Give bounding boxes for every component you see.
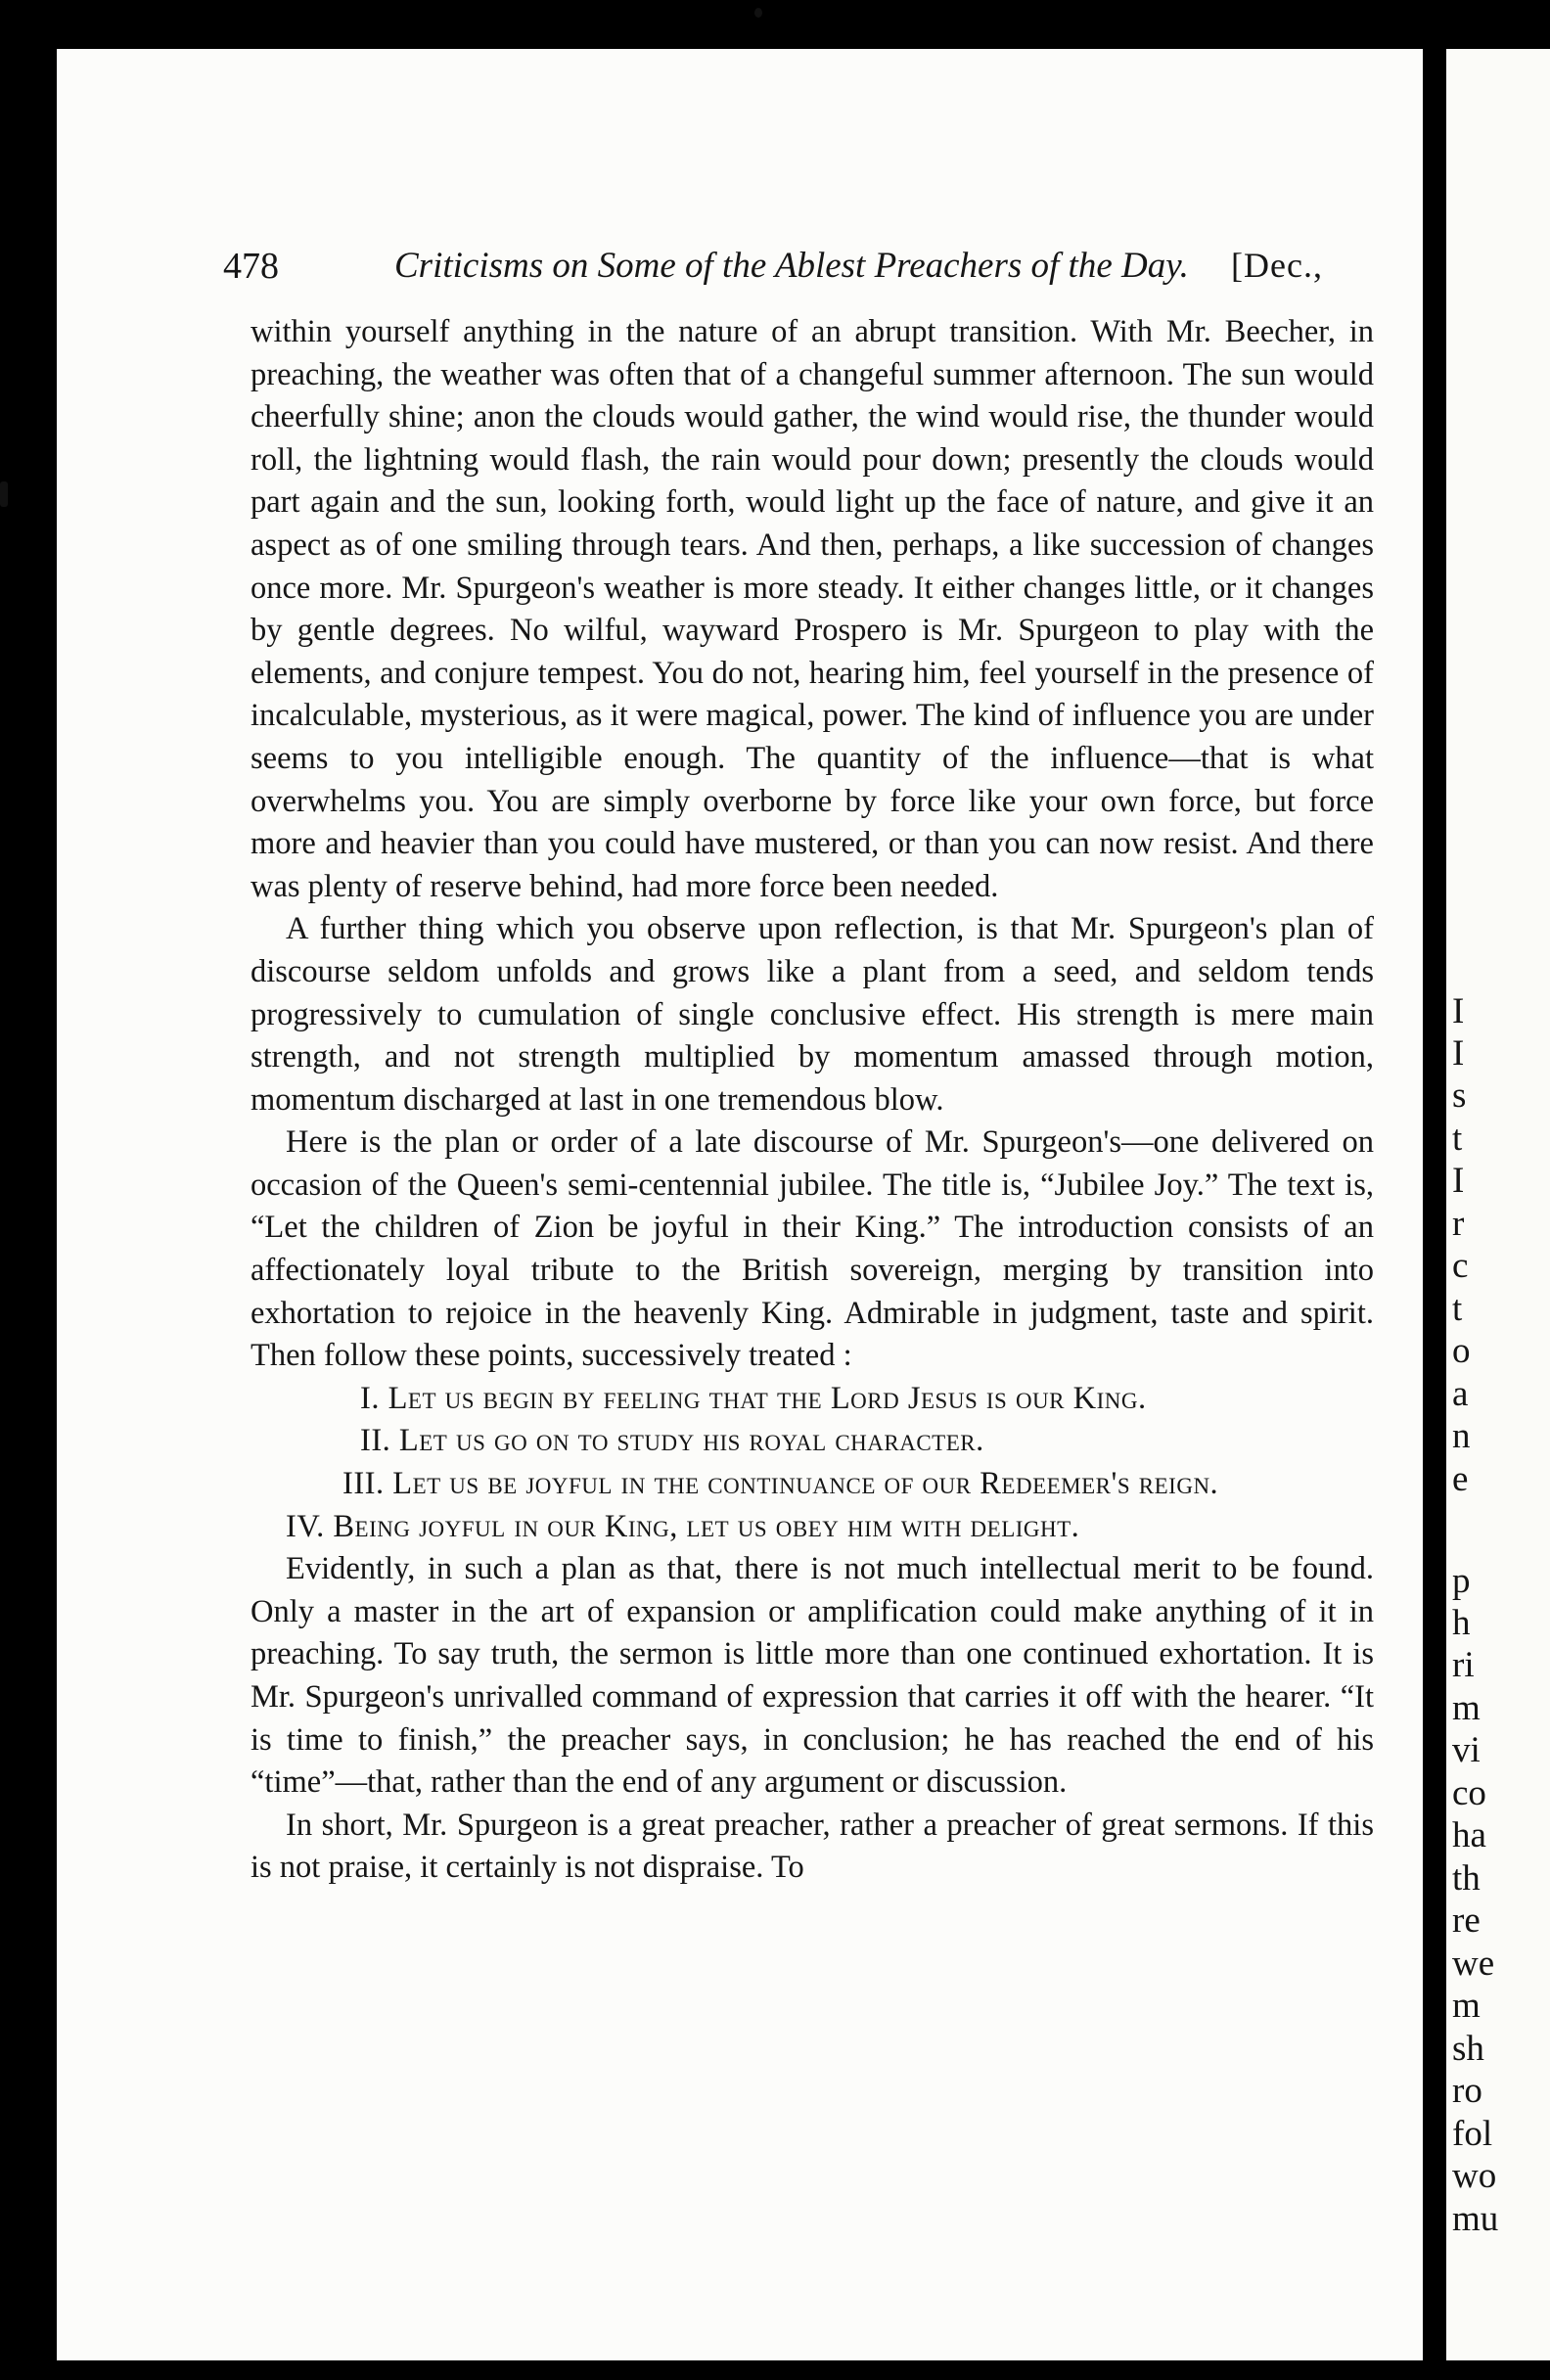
facing-page-fragment: fol <box>1452 2114 1493 2154</box>
paragraph: Evidently, in such a plan as that, there is not much intellectual merit to be found. Only a master in the art of expansion or amplification could make anything of it in preaching. To say truth, the sermon is little more than one continued exhortation. It is Mr. Spurgeon's unrivalled command of expression that carries it off with the hearer. “It is time to finish,” the preacher says, in conclusion; he has reached the end of his “time”—that, rather than the end of any argument or discussion. <box>251 1551 1374 1801</box>
facing-page-fragment: m <box>1452 1688 1481 1728</box>
facing-page-fragment: e <box>1452 1459 1469 1499</box>
facing-page-fragment: sh <box>1452 2029 1484 2069</box>
sermon-point: III. Let us be joyful in the continuance of our Redeemer's reign. <box>342 1466 1219 1502</box>
facing-page-fragment: mu <box>1452 2199 1499 2239</box>
paragraph: In short, Mr. Spurgeon is a great preacher, rather a preacher of great sermons. If this is not praise, it certainly is not dispraise. To <box>251 1807 1374 1886</box>
facing-page-fragment: t <box>1452 1289 1463 1329</box>
facing-page-fragment: s <box>1452 1076 1467 1116</box>
paragraph: within yourself anything in the nature of an abrupt transition. With Mr. Beecher, in preaching, the weather was often that of a changeful summer afternoon. The sun would cheerfully shine; anon the clouds would gather, the wind would rise, the thunder would roll, the lightning would flash, the rain would pour down; presently the clouds would part again and the sun, looking forth, would light up the face of nature, and give it an aspect as of one smiling through tears. And then, perhaps, a like succession of changes once more. Mr. Spurgeon's weather is more steady. It either changes little, or it changes by gentle degrees. No wilful, wayward Prospero is Mr. Spurgeon to play with the elements, and conjure tempest. You do not, hearing him, feel yourself in the presence of incalculable, mysterious, as it were magical, power. The kind of influence you are under seems to you intelligible enough. The quantity of the influence—that is what overwhelms you. You are simply overborne by force like your own force, but force more and heavier than you could have mustered, or than you can now resist. And there was plenty of reserve behind, had more force been needed. <box>251 314 1374 904</box>
facing-page-fragment: I <box>1452 1161 1465 1201</box>
running-head <box>57 245 1423 294</box>
facing-page-fragment: vi <box>1452 1730 1481 1770</box>
facing-page-fragment: wo <box>1452 2156 1497 2196</box>
facing-page-fragment: o <box>1452 1331 1471 1371</box>
facing-page-fragment: t <box>1452 1119 1463 1159</box>
facing-page-fragment: m <box>1452 1986 1481 2026</box>
running-date: [Dec., <box>1231 246 1323 285</box>
facing-page-fragment: h <box>1452 1603 1471 1643</box>
facing-page-fragment: co <box>1452 1773 1486 1813</box>
sermon-point: I. Let us begin by feeling that the Lord Jesus is our King. <box>360 1380 1147 1416</box>
sermon-point: IV. Being joyful in our King, let us obey him with delight. <box>286 1508 1080 1544</box>
facing-page-edge <box>1446 49 1550 2360</box>
facing-page-fragment: th <box>1452 1858 1481 1899</box>
facing-page-fragment: p <box>1452 1561 1471 1601</box>
facing-page-fragment: we <box>1452 1944 1495 1984</box>
facing-page-fragment: ha <box>1452 1815 1486 1855</box>
facing-page-fragment: I <box>1452 1033 1465 1074</box>
facing-page-fragment: a <box>1452 1374 1469 1414</box>
paragraph: Here is the plan or order of a late discourse of Mr. Spurgeon's—one delivered on occasion of the Queen's semi-centennial jubilee. The title is, “Jubilee Joy.” The text is, “Let the children of Zion be joyful in their King.” The introduction consists of an affectionately loyal tribute to the British sovereign, merging by transition into exhortation to rejoice in the heavenly King. Admirable in judgment, taste and spirit. Then follow these points, successively treated : <box>251 1124 1374 1374</box>
scan-speck <box>754 8 762 18</box>
book-page <box>57 49 1423 2360</box>
facing-page-fragment: r <box>1452 1204 1465 1244</box>
facing-page-fragment: n <box>1452 1416 1471 1456</box>
scan-speck <box>0 481 8 507</box>
facing-page-fragment: c <box>1452 1246 1469 1286</box>
paragraph: A further thing which you observe upon reflection, is that Mr. Spurgeon's plan of discourse seldom unfolds and grows like a plant from a seed, and seldom tends progressively to cumulation of single conclusive effect. His strength is mere main strength, and not strength multiplied by momentum amassed through motion, momentum discharged at last in one tremendous blow. <box>251 911 1374 1118</box>
facing-page-fragment: ri <box>1452 1645 1475 1685</box>
sermon-point: II. Let us go on to study his royal character. <box>360 1423 984 1459</box>
facing-page-fragment: I <box>1452 991 1465 1031</box>
running-title: Criticisms on Some of the Ablest Preachers of the Day. <box>394 246 1189 286</box>
page-number: 478 <box>223 246 279 287</box>
facing-page-fragment: re <box>1452 1900 1481 1941</box>
body-text <box>251 311 1374 1890</box>
facing-page-fragment: ro <box>1452 2071 1482 2111</box>
